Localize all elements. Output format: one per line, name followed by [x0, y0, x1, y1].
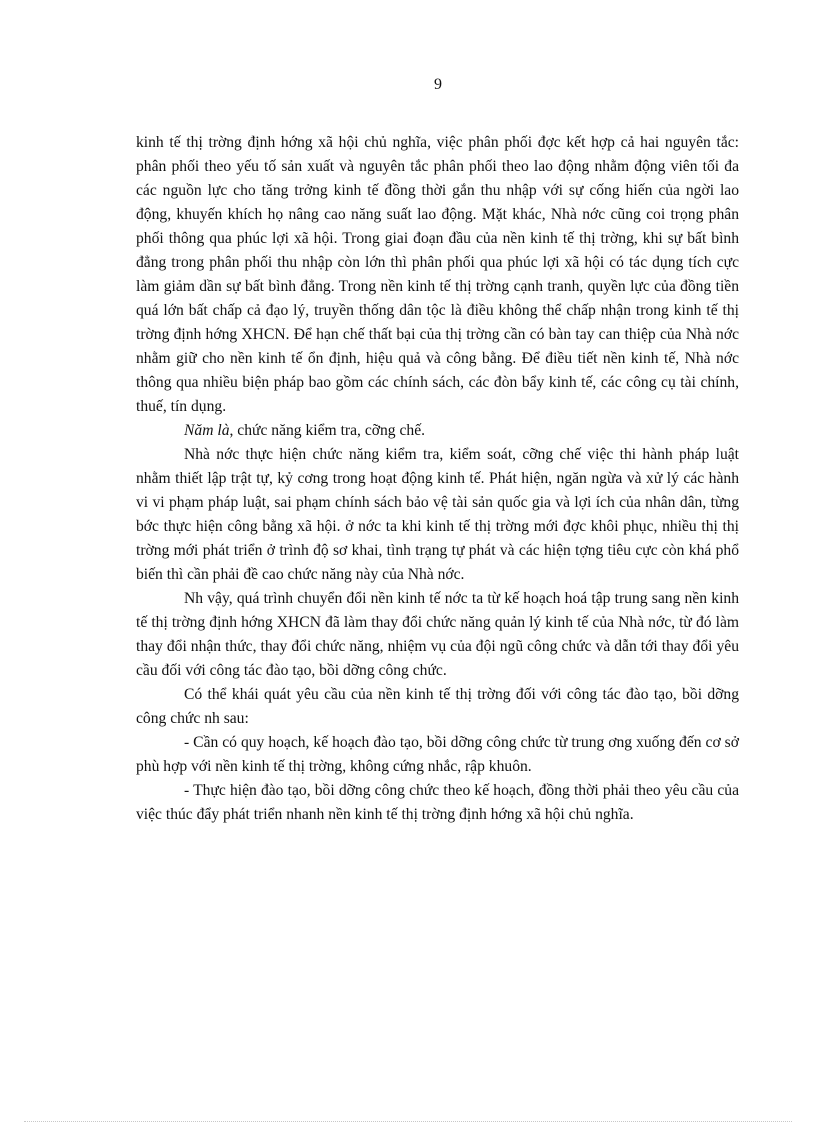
- paragraph-inspection: Nhà nớc thực hiện chức năng kiểm tra, kiểm soát, cỡng chế việc thi hành pháp luật nhằm thiết lập trật tự, kỷ cơng trong hoạt động kinh tế. Phát hiện, ngăn ngừa và xử lý các hành vi vi phạm pháp luật, sai phạm chính sách bảo vệ tài sản quốc gia và lợi ích của nhân dân, từng bớc thực hiện công bằng xã hội. ở nớc ta khi kinh tế thị trờng mới đợc khôi phục, nhiều thị thị trờng mới phát triển ở trình độ sơ khai, tình trạng tự phát và các hiện tợng tiêu cực còn khá phổ biến thì cần phải đề cao chức năng này của Nhà nớc.: [136, 446, 739, 583]
- document-body: [136, 131, 739, 827]
- paragraph-fifth-function: [136, 419, 739, 443]
- paragraph-transition: Nh vậy, quá trình chuyển đổi nền kinh tế nớc ta từ kế hoạch hoá tập trung sang nền kinh tế thị trờng định hớng XHCN đã làm thay đổi chức năng quản lý kinh tế của Nhà nớc, từ đó làm thay đổi nhận thức, thay đổi chức năng, nhiệm vụ của đội ngũ công chức và dẫn tới thay đổi yêu cầu đối với công tác đào tạo, bồi dỡng công chức.: [136, 590, 739, 679]
- list-item-planning: - Cần có quy hoạch, kế hoạch đào tạo, bồi dỡng công chức từ trung ơng xuống đến cơ sở phù hợp với nền kinh tế thị trờng, không cứng nhắc, rập khuôn.: [136, 734, 739, 775]
- paragraph-fifth-function-text: , chức năng kiểm tra, cỡng chế.: [229, 422, 426, 439]
- page-number: 9: [434, 76, 442, 93]
- paragraph-lead-italic: Năm là: [184, 422, 230, 439]
- paragraph-market-distribution: kinh tế thị trờng định hớng xã hội chủ nghĩa, việc phân phối đợc kết hợp cả hai nguyên tắc: phân phối theo yếu tố sản xuất và nguyên tắc phân phối theo lao động nhằm động viên tối đa các nguồn lực cho tăng trởng kinh tế đồng thời gắn thu nhập với sự cống hiến của ngời lao động, khuyến khích họ nâng cao năng suất lao động. Mặt khác, Nhà nớc cũng coi trọng phân phối thông qua phúc lợi xã hội. Trong giai đoạn đầu của nền kinh tế thị trờng, khi sự bất bình đẳng trong phân phối thu nhập còn lớn thì phân phối qua phúc lợi xã hội có tác dụng tích cực làm giảm dần sự bất bình đẳng. Trong nền kinh tế thị trờng cạnh tranh, quyền lực của đồng tiền quá lớn bất chấp cả đạo lý, truyền thống dân tộc là điều không thể chấp nhận trong kinh tế thị trờng định hớng XHCN. Để hạn chế thất bại của thị trờng cần có bàn tay can thiệp của Nhà nớc nhằm giữ cho nền kinh tế ổn định, hiệu quả và công bằng. Để điều tiết nền kinh tế, Nhà nớc thông qua nhiều biện pháp bao gồm các chính sách, các đòn bẩy kinh tế, các công cụ tài chính, thuế, tín dụng.: [136, 134, 739, 415]
- page-bottom-rule: [24, 1121, 792, 1122]
- list-item-implementation: - Thực hiện đào tạo, bồi dỡng công chức theo kế hoạch, đồng thời phải theo yêu cầu của việc thúc đẩy phát triển nhanh nền kinh tế thị trờng định hớng xã hội chủ nghĩa.: [136, 782, 739, 823]
- paragraph-requirements-intro: Có thể khái quát yêu cầu của nền kinh tế thị trờng đối với công tác đào tạo, bồi dỡng công chức nh sau:: [136, 686, 739, 727]
